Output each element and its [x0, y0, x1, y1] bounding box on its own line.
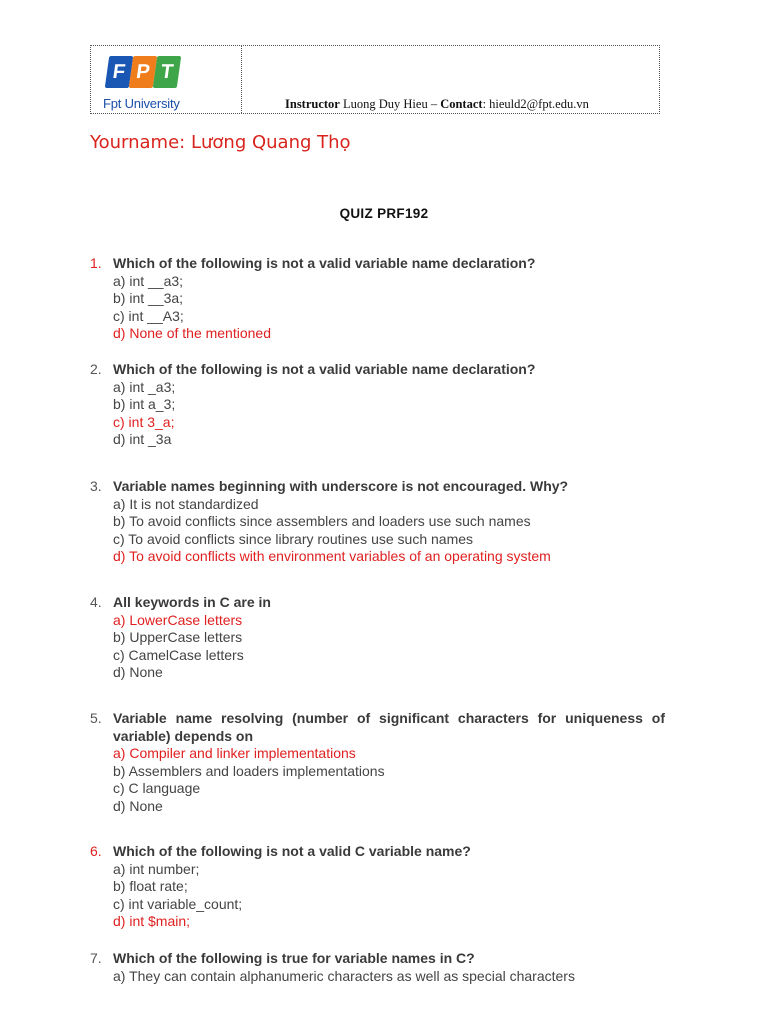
student-label: Yourname: [90, 132, 186, 153]
option-b: b) int a_3; [113, 396, 176, 412]
question-text: Which of the following is not a valid C variable name? [113, 843, 471, 859]
question-5 [90, 710, 665, 815]
question-number: 7. [90, 950, 102, 966]
option-b: b) float rate; [113, 878, 188, 894]
option-c-correct: c) int 3_a; [113, 413, 175, 430]
option-a: a) It is not standardized [113, 495, 259, 512]
option-d-correct: d) int $main; [113, 913, 191, 929]
logo-letter-p: P [129, 56, 157, 88]
option-d: d) int _3a [113, 431, 172, 447]
option-a: a) int _a3; [113, 378, 176, 395]
instructor-name: Luong Duy Hieu [342, 97, 428, 111]
option-d-correct: d) None of the mentioned [113, 325, 271, 341]
question-4 [90, 594, 665, 682]
header-divider [241, 46, 242, 113]
option-a: a) They can contain alphanumeric characters as well as special characters [113, 967, 575, 984]
question-3 [90, 478, 665, 566]
option-c: c) C language [113, 780, 201, 796]
contact-value: : hieuld2@fpt.edu.vn [482, 97, 589, 111]
option-a-correct: a) LowerCase letters [113, 611, 243, 628]
question-text: Which of the following is not a valid variable name declaration? [113, 361, 536, 377]
option-c: c) To avoid conflicts since library routines use such names [113, 530, 474, 547]
question-7 [90, 950, 665, 985]
option-c: c) int variable_count; [113, 895, 243, 912]
fpt-university-logo [99, 52, 233, 111]
question-number: 1. [90, 255, 102, 271]
question-text: Variable names beginning with underscore is not encouraged. Why? [113, 478, 569, 494]
option-b: b) To avoid conflicts since assemblers and loaders use such names [113, 513, 531, 529]
logo-subtitle: Fpt University [103, 96, 180, 111]
question-number: 4. [90, 594, 102, 610]
instructor-line [285, 97, 589, 112]
question-text: All keywords in C are in [113, 594, 271, 610]
option-d: d) None [113, 797, 163, 814]
question-text: Variable name resolving (number of significant characters for uniqueness of variable) depends on [113, 710, 665, 744]
question-6 [90, 843, 665, 931]
option-d-correct: d) To avoid conflicts with environment variables of an operating system [113, 548, 551, 564]
instructor-label: Instructor [285, 97, 340, 111]
logo-letter-f: F [105, 56, 133, 88]
option-c: c) CamelCase letters [113, 646, 244, 663]
student-name-line [90, 132, 351, 153]
question-text: Which of the following is true for variable names in C? [113, 950, 475, 966]
question-number: 2. [90, 361, 102, 377]
header-table [90, 45, 660, 114]
option-c: c) int __A3; [113, 307, 184, 324]
fpt-logo-mark [105, 56, 183, 92]
quiz-title: QUIZ PRF192 [339, 206, 429, 221]
separator-dash: – [430, 97, 438, 111]
question-2 [90, 361, 665, 449]
option-d: d) None [113, 664, 163, 680]
question-text: Which of the following is not a valid variable name declaration? [113, 255, 536, 271]
student-name: Lương Quang Thọ [190, 132, 351, 153]
option-b: b) int __3a; [113, 290, 184, 306]
option-b: b) UpperCase letters [113, 629, 243, 645]
contact-label: Contact [440, 97, 483, 111]
option-a: a) int number; [113, 860, 200, 877]
logo-letter-t: T [153, 56, 181, 88]
option-a: a) int __a3; [113, 272, 184, 289]
question-number: 3. [90, 478, 102, 494]
question-number: 6. [90, 843, 102, 859]
option-a-correct: a) Compiler and linker implementations [113, 745, 356, 761]
question-number: 5. [90, 710, 102, 726]
option-b: b) Assemblers and loaders implementations [113, 762, 385, 779]
question-1 [90, 255, 665, 343]
